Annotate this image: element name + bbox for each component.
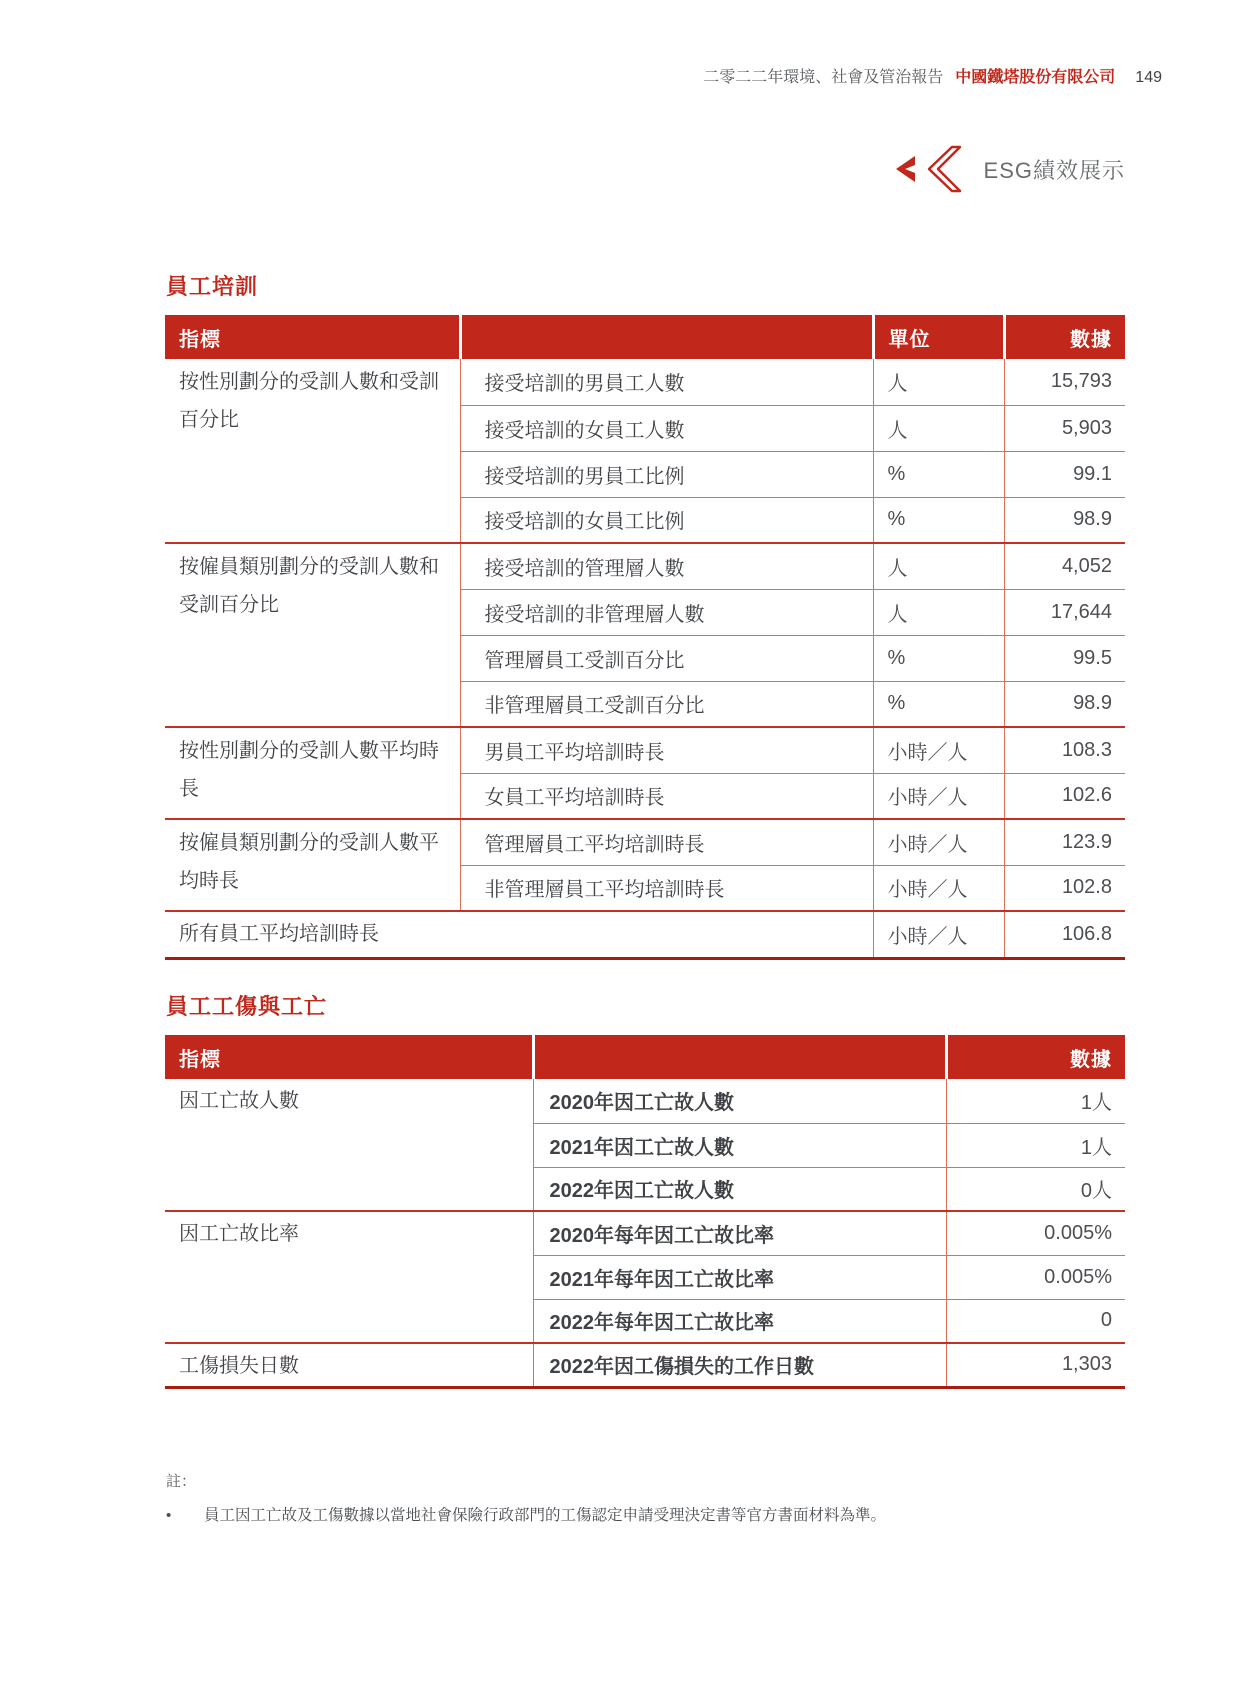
value-cell: 123.9: [1004, 819, 1125, 865]
unit-cell: %: [873, 451, 1004, 497]
metric-cell: 2020年因工亡故人數: [533, 1079, 946, 1123]
table-row: [165, 359, 1125, 405]
value-cell: 102.8: [1004, 865, 1125, 911]
page-number: 149: [1135, 69, 1162, 86]
group-label-cell: 按性別劃分的受訓人數平均時長: [179, 740, 439, 800]
metric-cell: 2022年因工亡故人數: [533, 1167, 946, 1211]
group-label-cell: 按性別劃分的受訓人數和受訓百分比: [179, 371, 439, 431]
unit-cell: 人: [873, 359, 1004, 405]
header-value: 數據: [1004, 315, 1125, 359]
header-spacer: [460, 315, 873, 359]
value-cell: 0.005%: [946, 1255, 1125, 1299]
esg-section-badge: [894, 145, 1125, 193]
metric-cell: 管理層員工平均培訓時長: [460, 819, 873, 865]
value-cell: 0人: [946, 1167, 1125, 1211]
table-row: [165, 819, 1125, 865]
value-cell: 106.8: [1004, 911, 1125, 958]
value-cell: 99.5: [1004, 635, 1125, 681]
header-value: 數據: [946, 1035, 1125, 1079]
metric-cell: 管理層員工受訓百分比: [460, 635, 873, 681]
value-cell: 0: [946, 1299, 1125, 1343]
metric-cell: 接受培訓的非管理層人數: [460, 589, 873, 635]
group-label-cell: 因工亡故人數: [179, 1090, 299, 1112]
table-row: [165, 543, 1125, 589]
chevron-left-outline-icon: [926, 145, 962, 193]
metric-cell: 2021年每年因工亡故比率: [533, 1255, 946, 1299]
page-header: [703, 64, 1162, 87]
note-item: [166, 1505, 1086, 1527]
section-title-training: 員工培訓: [166, 274, 259, 299]
group-label-cell: 按僱員類別劃分的受訓人數平均時長: [179, 832, 439, 892]
value-cell: 99.1: [1004, 451, 1125, 497]
injury-table-header-row: [165, 1035, 1125, 1079]
value-cell: 98.9: [1004, 681, 1125, 727]
bullet-icon: •: [166, 1507, 172, 1524]
value-cell: 15,793: [1004, 359, 1125, 405]
header-spacer: [533, 1035, 946, 1079]
unit-cell: 人: [873, 543, 1004, 589]
metric-cell: 2020年每年因工亡故比率: [533, 1211, 946, 1255]
metric-cell: 非管理層員工受訓百分比: [460, 681, 873, 727]
training-table: [165, 315, 1125, 960]
metric-cell: 接受培訓的管理層人數: [460, 543, 873, 589]
header-unit: 單位: [873, 315, 1004, 359]
unit-cell: 小時／人: [873, 819, 1004, 865]
unit-cell: 小時／人: [873, 727, 1004, 773]
training-table-header-row: [165, 315, 1125, 359]
value-cell: 102.6: [1004, 773, 1125, 819]
metric-cell: 接受培訓的男員工比例: [460, 451, 873, 497]
value-cell: 17,644: [1004, 589, 1125, 635]
unit-cell: 人: [873, 589, 1004, 635]
header-indicator: 指標: [165, 315, 460, 359]
table-row: [165, 727, 1125, 773]
metric-cell: 接受培訓的女員工比例: [460, 497, 873, 543]
group-label-cell: 按僱員類別劃分的受訓人數和受訓百分比: [179, 556, 439, 616]
note-text: 員工因工亡故及工傷數據以當地社會保險行政部門的工傷認定申請受理決定書等官方書面材料為準。: [204, 1507, 887, 1524]
report-title: 二零二二年環境、社會及管治報告: [703, 69, 944, 86]
unit-cell: %: [873, 681, 1004, 727]
value-cell: 1人: [946, 1123, 1125, 1167]
metric-cell: 非管理層員工平均培訓時長: [460, 865, 873, 911]
metric-cell: 2022年每年因工亡故比率: [533, 1299, 946, 1343]
notes-label: 註：: [166, 1473, 197, 1490]
value-cell: 108.3: [1004, 727, 1125, 773]
metric-cell: 接受培訓的男員工人數: [460, 359, 873, 405]
company-name: 中國鐵塔股份有限公司: [955, 69, 1116, 86]
unit-cell: %: [873, 635, 1004, 681]
unit-cell: 小時／人: [873, 773, 1004, 819]
summary-label-cell: 所有員工平均培訓時長: [179, 923, 379, 946]
unit-cell: 小時／人: [873, 865, 1004, 911]
value-cell: 98.9: [1004, 497, 1125, 543]
unit-cell: 人: [873, 405, 1004, 451]
metric-cell: 男員工平均培訓時長: [460, 727, 873, 773]
metric-cell: 2022年因工傷損失的工作日數: [533, 1343, 946, 1387]
metric-cell: 接受培訓的女員工人數: [460, 405, 873, 451]
group-label-cell: 因工亡故比率: [179, 1223, 299, 1245]
group-label-cell: 工傷損失日數: [179, 1355, 299, 1377]
summary-row: [165, 911, 1125, 958]
esg-badge-label: ESG績效展示: [983, 157, 1125, 183]
value-cell: 1,303: [946, 1343, 1125, 1387]
value-cell: 5,903: [1004, 405, 1125, 451]
metric-cell: 女員工平均培訓時長: [460, 773, 873, 819]
notes-section: [166, 1470, 1086, 1527]
injury-table: [165, 1035, 1125, 1389]
table-row: [165, 1079, 1125, 1123]
table-row: [165, 1211, 1125, 1255]
value-cell: 4,052: [1004, 543, 1125, 589]
metric-cell: 2021年因工亡故人數: [533, 1123, 946, 1167]
unit-cell: 小時／人: [873, 911, 1004, 958]
chevron-left-small-icon: [894, 155, 916, 183]
value-cell: 0.005%: [946, 1211, 1125, 1255]
unit-cell: %: [873, 497, 1004, 543]
header-indicator: 指標: [165, 1035, 533, 1079]
section-title-injury: 員工工傷與工亡: [166, 994, 328, 1019]
value-cell: 1人: [946, 1079, 1125, 1123]
table-row: [165, 1343, 1125, 1387]
